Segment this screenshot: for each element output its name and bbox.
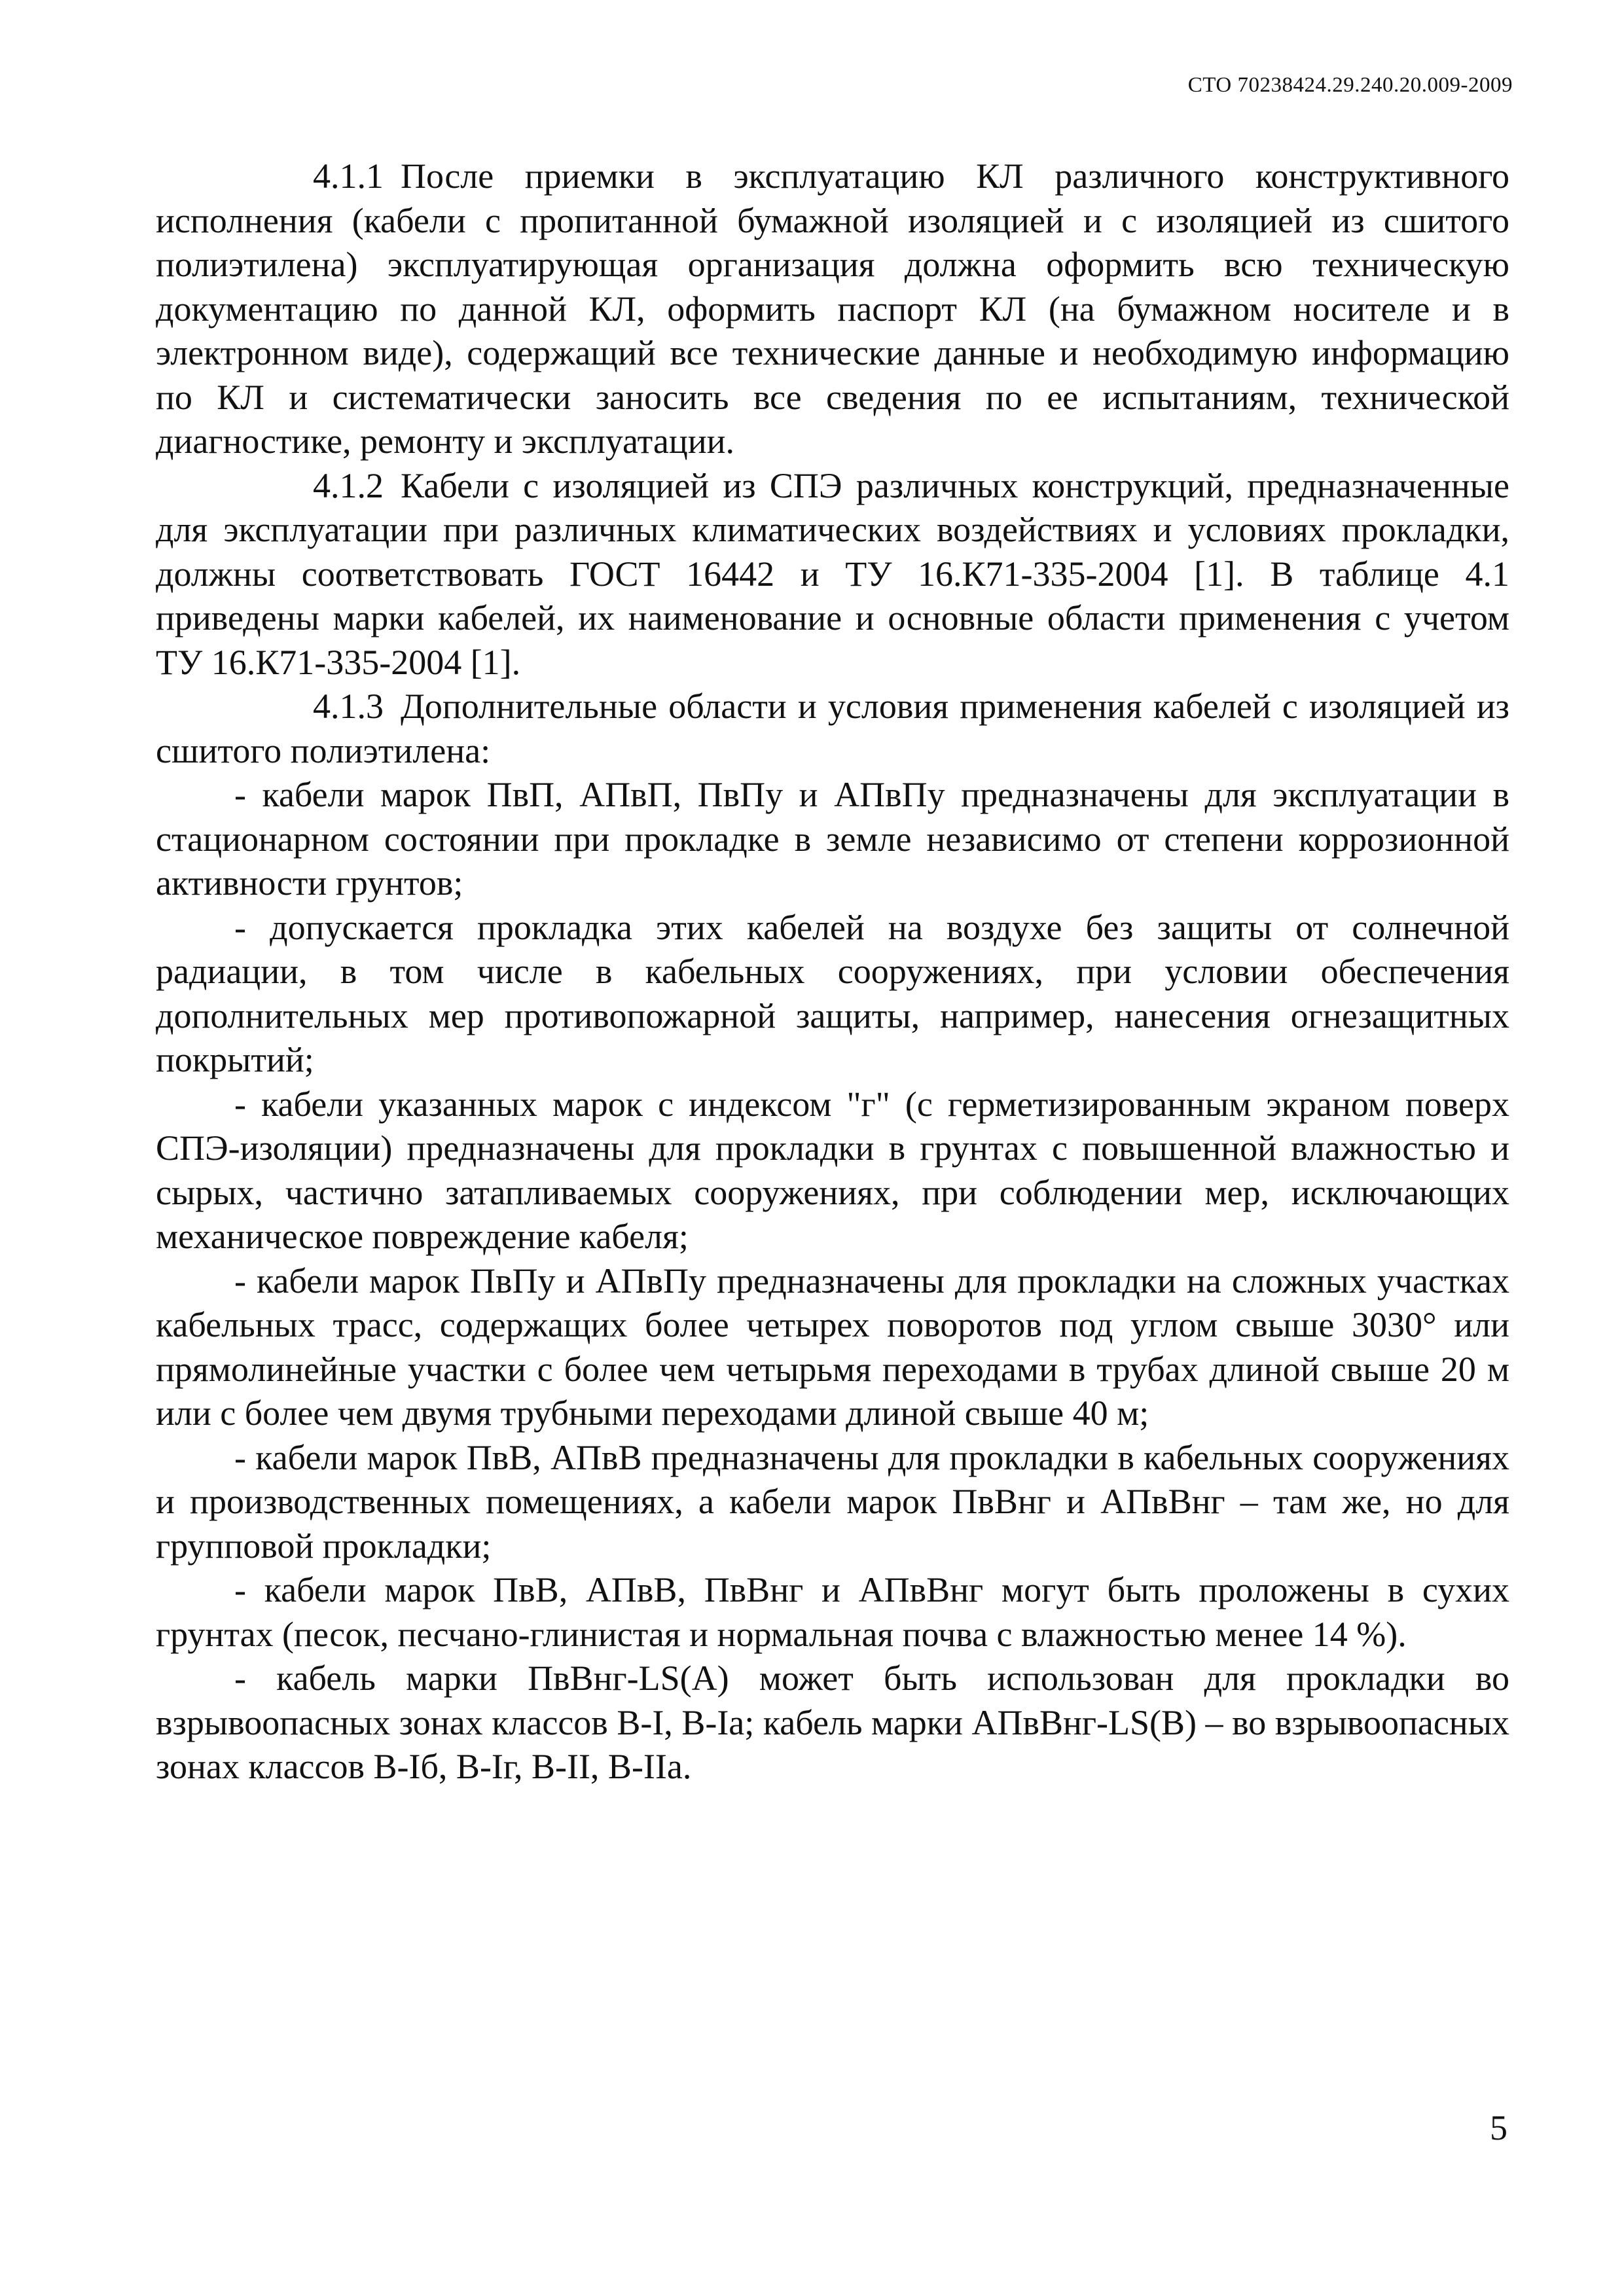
paragraph-4-1-3 [156,685,1509,773]
paragraph-number: 4.1.1 [313,156,384,196]
paragraph-text: Дополнительные области и условия применения кабелей с изоляцией из сшитого полиэтилена: [156,687,1509,770]
paragraph-number: 4.1.3 [313,687,384,726]
list-item: - кабели марок ПвВ, АПвВ предназначены для прокладки в кабельных сооружениях и производственных помещениях, а кабели марок ПвВнг и АПвВнг – там же, но для групповой прокладки; [156,1437,1509,1566]
document-code-header: СТО 70238424.29.240.20.009-2009 [1187,73,1513,97]
paragraph-number: 4.1.2 [313,465,384,505]
paragraph-4-1-2 [156,464,1509,685]
page-number: 5 [1490,2108,1507,2147]
list-item: - кабели указанных марок с индексом "г" (с герметизированным экраном поверх СПЭ-изоляции) предназначены для прокладки в грунтах с повышенной влажностью и сырых, частично затапливаемых сооружениях, при соблюдении мер, исключающих механическое повреждение кабеля; [156,1084,1509,1256]
document-body [156,154,1509,1789]
list-item: - кабели марок ПвП, АПвП, ПвПу и АПвПу предназначены для эксплуатации в стационарном состоянии при прокладке в земле независимо от степени коррозионной активности грунтов; [156,775,1509,903]
list-item: - кабель марки ПвВнг-LS(А) может быть использован для прокладки во взрывоопасных зонах классов В-I, В-Iа; кабель марки АПвВнг-LS(В) – во взрывоопасных зонах классов В-Iб, В-Iг, В-II, В-IIа. [156,1659,1509,1786]
list-item: - кабели марок ПвВ, АПвВ, ПвВнг и АПвВнг могут быть проложены в сухих грунтах (песок, песчано-глинистая и нормальная почва с влажностью менее 14 %). [156,1570,1509,1654]
list-item: - допускается прокладка этих кабелей на воздухе без защиты от солнечной радиации, в том числе в кабельных сооружениях, при условии обеспечения дополнительных мер противопожарной защиты, например, нанесения огнезащитных покрытий; [156,907,1509,1079]
list-item: - кабели марок ПвПу и АПвПу предназначены для прокладки на сложных участках кабельных трасс, содержащих более четырех поворотов под углом свыше 3030° или прямолинейные участки с более чем четырьмя переходами в трубах длиной свыше 20 м или с более чем двумя трубными переходами длиной свыше 40 м; [156,1261,1509,1433]
paragraph-4-1-1 [156,154,1509,464]
paragraph-text: После приемки в эксплуатацию КЛ различного конструктивного исполнения (кабели с пропитанной бумажной изоляцией и с изоляцией из сшитого полиэтилена) эксплуатирующая организация должна оформить всю техническую документацию по данной КЛ, оформить паспорт КЛ (на бумажном носителе и в электронном виде), содержащий все технические данные и необходимую информацию по КЛ и систематически заносить все сведения по ее испытаниям, технической диагностике, ремонту и эксплуатации. [156,156,1509,461]
paragraph-text: Кабели с изоляцией из СПЭ различных конструкций, предназначенные для эксплуатации при различных климатических воздействиях и условиях прокладки, должны соответствовать ГОСТ 16442 и ТУ 16.К71-335-2004 [1]. В таблице 4.1 приведены марки кабелей, их наименование и основные области применения с учетом ТУ 16.К71-335-2004 [1]. [156,465,1509,682]
